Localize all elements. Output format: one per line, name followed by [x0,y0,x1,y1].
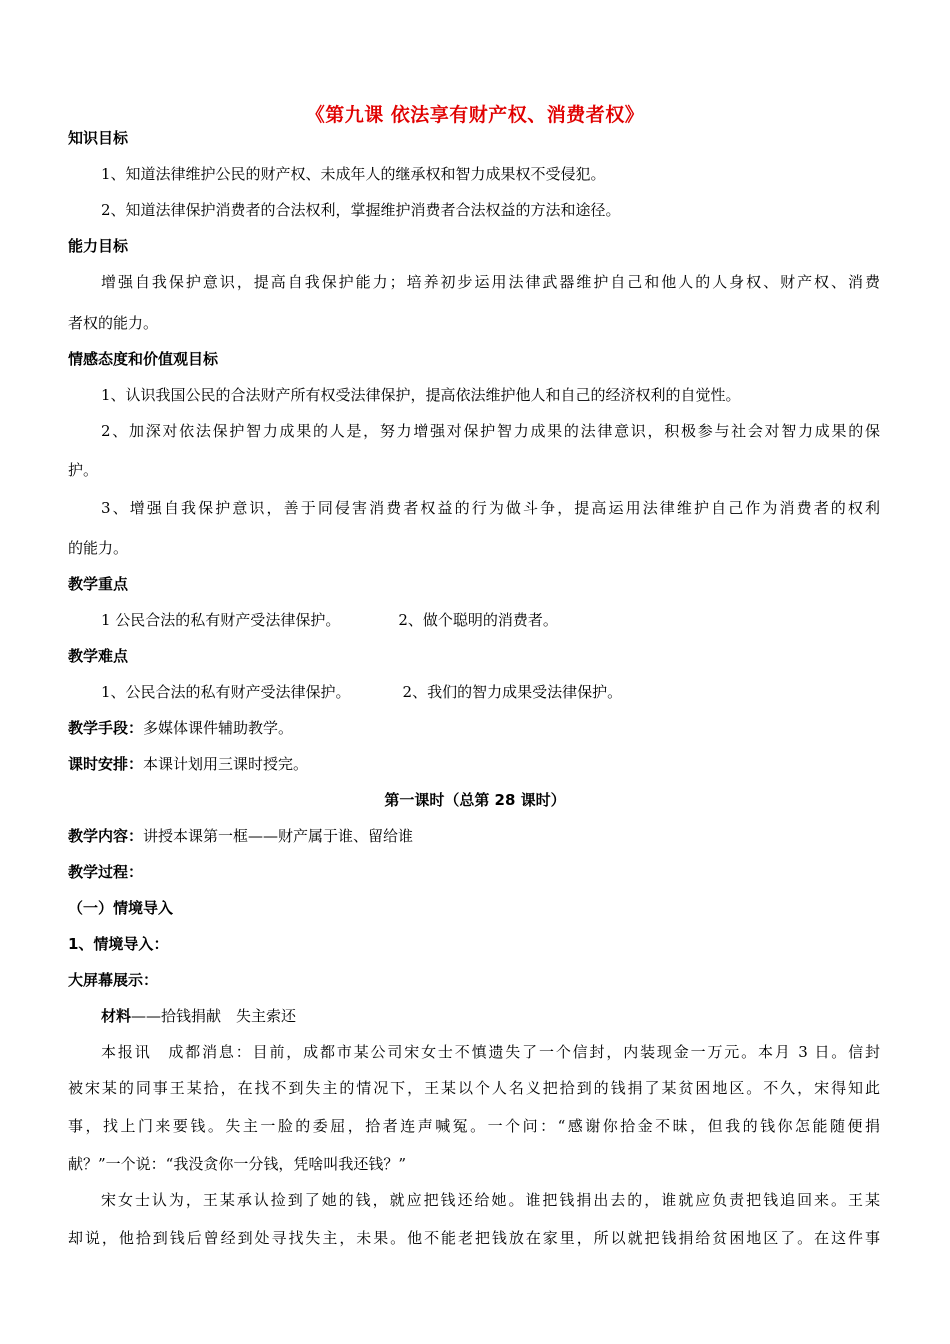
ability-heading: 能力目标 [68,237,129,255]
schedule-label: 课时安排： [68,755,144,773]
emotion-item-2-line-1: 2、加深对依法保护智力成果的人是，努力增强对保护智力成果的法律意识，积极参与社会对智力成果的保 [101,422,880,440]
focus-heading: 教学重点 [68,575,129,593]
section-heading: （一）情境导入 [68,899,174,917]
emotion-item-2-line-2: 护。 [68,461,99,479]
section-subheading: 1、情境导入： [68,935,169,953]
teaching-content [68,826,413,846]
knowledge-item-2: 2、知道法律保护消费者的合法权利，掌握维护消费者合法权益的方法和途径。 [101,201,621,219]
teaching-content-label: 教学内容： [68,827,144,845]
story-line-6: 却说，他拾到钱后曾经到处寻找失主，未果。他不能老把钱放在家里，所以就把钱捐给贫困地区了。在这件事 [68,1229,880,1247]
document-title: 《第九课 依法享有财产权、消费者权》 [305,104,645,126]
story-line-2: 被宋某的同事王某拾，在找不到失主的情况下，王某以个人名义把拾到的钱捐了某贫困地区。不久，宋得知此 [68,1079,880,1097]
focus-item-2: 2、做个聪明的消费者。 [398,611,558,629]
ability-paragraph-line-1: 增强自我保护意识，提高自我保护能力；培养初步运用法律武器维护自己和他人的人身权、财产权、消费 [101,273,880,291]
schedule-text: 本课计划用三课时授完。 [143,755,309,773]
story-line-1: 本报讯 成都消息：目前，成都市某公司宋女士不慎遗失了一个信封，内装现金一万元。本月 3 日。信封 [101,1043,880,1061]
material-label: 材料 [101,1007,132,1025]
emotion-item-1: 1、认识我国公民的合法财产所有权受法律保护，提高依法维护他人和自己的经济权利的自觉性。 [101,386,741,404]
teaching-means [68,718,293,738]
lesson-title: 第一课时（总第 28 课时） [384,791,566,809]
teaching-content-text: 讲授本课第一框——财产属于谁、留给谁 [143,827,414,845]
emotion-item-3-line-2: 的能力。 [68,539,129,557]
schedule [68,754,308,774]
difficulty-item-1: 1、公民合法的私有财产受法律保护。 [101,683,351,701]
story-line-5: 宋女士认为，王某承认捡到了她的钱，就应把钱还给她。谁把钱捐出去的，谁就应负责把钱追回来。王某 [101,1191,880,1209]
teaching-means-text: 多媒体课件辅助教学。 [143,719,294,737]
knowledge-item-1: 1、知道法律维护公民的财产权、未成年人的继承权和智力成果权不受侵犯。 [101,165,606,183]
focus-item-1: 1 公民合法的私有财产受法律保护。 [101,611,341,629]
knowledge-heading: 知识目标 [68,129,129,147]
material-text: ——拾钱捐献 失主索还 [131,1007,297,1025]
material-line [101,1006,296,1026]
screen-heading: 大屏幕展示： [68,971,159,989]
emotion-heading: 情感态度和价值观目标 [68,350,219,368]
difficulty-heading: 教学难点 [68,647,129,665]
emotion-item-3-line-1: 3、增强自我保护意识，善于同侵害消费者权益的行为做斗争，提高运用法律维护自己作为消费者的权利 [101,499,880,517]
difficulty-item-2: 2、我们的智力成果受法律保护。 [402,683,623,701]
teaching-means-label: 教学手段： [68,719,144,737]
focus-items [101,610,558,630]
ability-paragraph-line-2: 者权的能力。 [68,314,159,332]
difficulty-items [101,682,622,702]
process-heading: 教学过程： [68,863,144,881]
story-line-4: 献？”一个说：“我没贪你一分钱，凭啥叫我还钱？” [68,1155,407,1173]
story-line-3: 事，找上门来要钱。失主一脸的委屈，拾者连声喊冤。一个问：“感谢你拾金不昧，但我的钱你怎能随便捐 [68,1117,880,1135]
